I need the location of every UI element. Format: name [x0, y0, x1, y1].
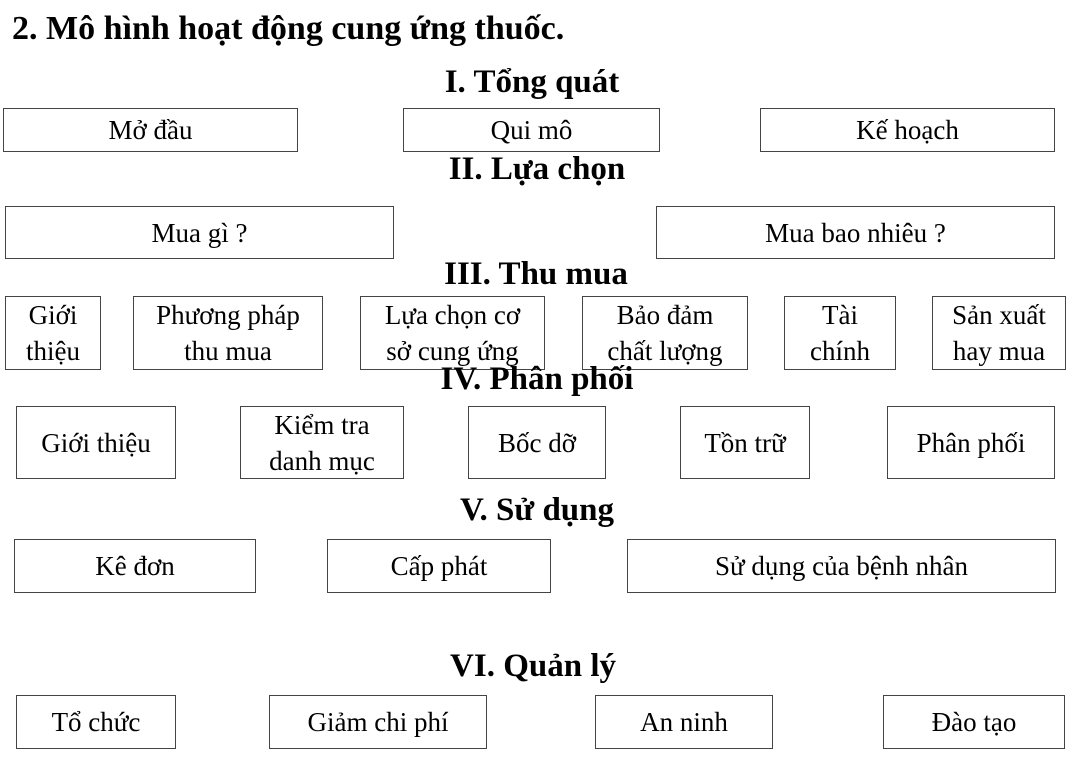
- box-line-2: sở cung ứng: [386, 336, 519, 366]
- box-gioi-thieu-procurement: [5, 296, 101, 370]
- box-ke-don: Kê đơn: [14, 539, 256, 593]
- box-gioi-thieu-distribution: Giới thiệu: [16, 406, 176, 479]
- box-boc-do: Bốc dỡ: [468, 406, 606, 479]
- section-heading-procurement: III. Thu mua: [444, 256, 628, 292]
- box-san-xuat-hay-mua: [932, 296, 1066, 370]
- box-tai-chinh: [784, 296, 896, 370]
- section-heading-selection: II. Lựa chọn: [448, 151, 626, 187]
- box-line-1: Giới: [28, 300, 78, 330]
- box-phan-phoi: Phân phối: [887, 406, 1055, 479]
- box-line-1: Bảo đảm: [616, 300, 714, 330]
- page-title: 2. Mô hình hoạt động cung ứng thuốc.: [12, 10, 565, 47]
- box-lua-chon-co-so: [360, 296, 545, 370]
- box-line-1: Kiểm tra: [274, 409, 370, 440]
- section-heading-usage: V. Sử dụng: [459, 492, 615, 528]
- box-line-2: thu mua: [184, 336, 272, 366]
- box-ton-tru: Tồn trữ: [680, 406, 810, 479]
- box-phuong-phap-thu-mua: [133, 296, 323, 370]
- box-su-dung-cua-benh-nhan: Sử dụng của bệnh nhân: [627, 539, 1056, 593]
- box-kiem-tra-danh-muc: [240, 406, 404, 479]
- box-line-2: danh mục: [269, 445, 375, 476]
- box-mua-gi: Mua gì ?: [5, 206, 394, 259]
- box-line-2: thiệu: [26, 336, 80, 366]
- box-to-chuc: Tổ chức: [16, 695, 176, 749]
- box-mo-dau: Mở đầu: [3, 108, 298, 152]
- section-heading-management: VI. Quản lý: [450, 648, 616, 684]
- box-giam-chi-phi: Giảm chi phí: [269, 695, 487, 749]
- box-cap-phat: Cấp phát: [327, 539, 551, 593]
- box-line-2: chất lượng: [607, 336, 723, 366]
- box-mua-bao-nhieu: Mua bao nhiêu ?: [656, 206, 1055, 259]
- section-heading-distribution: IV. Phân phối: [440, 361, 634, 397]
- box-line-1: Phương pháp: [156, 300, 300, 330]
- box-line-2: chính: [810, 336, 870, 366]
- box-dao-tao: Đào tạo: [883, 695, 1065, 749]
- box-ke-hoach: Kế hoạch: [760, 108, 1055, 152]
- box-line-1: Sản xuất: [952, 300, 1046, 330]
- box-an-ninh: An ninh: [595, 695, 773, 749]
- box-line-1: Tài: [822, 300, 858, 330]
- box-line-2: hay mua: [952, 336, 1046, 366]
- box-qui-mo: Qui mô: [403, 108, 660, 152]
- box-bao-dam-chat-luong: [582, 296, 748, 370]
- section-heading-general: I. Tổng quát: [444, 64, 620, 100]
- box-line-1: Lựa chọn cơ: [384, 300, 521, 330]
